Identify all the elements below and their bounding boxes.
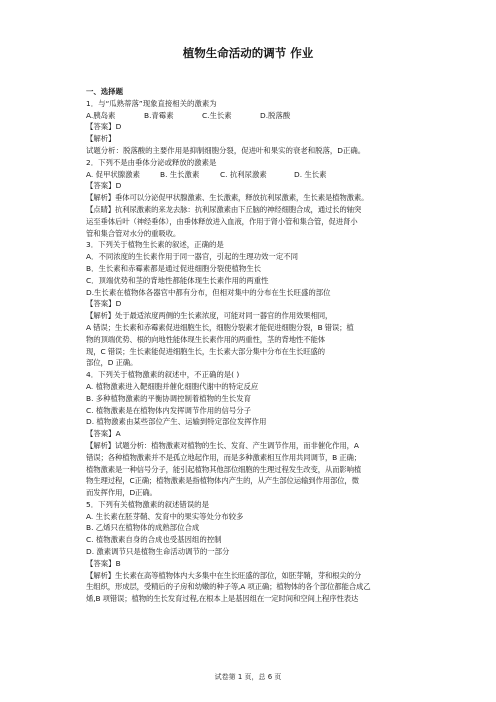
question-5-answer: 【答案】B — [86, 558, 121, 568]
question-2-option-c: C. 抗利尿激素 — [220, 169, 267, 179]
question-5-option-c: C. 植物激素自身的合成也受基因组的控制 — [86, 535, 222, 545]
question-2-answer: 【答案】D — [86, 181, 122, 191]
question-3-analysis-line: 部位，D 正确。 — [86, 358, 138, 368]
question-4-analysis-line: 物生理过程，C正确；植物激素是指植物体内产生的，从产生部位运输到作用部位，微 — [86, 476, 359, 486]
question-4-option-b: B. 多种植物激素的平衡协调控制着植物的生长发育 — [86, 393, 251, 403]
question-1-analysis: 试题分析：脱落酸的主要作用是抑制细胞分裂，促进叶和果实的衰老和脱落，D正确。 — [86, 145, 366, 155]
question-3-option-b: B．生长素和赤霉素都是通过促进细胞分裂使植物生长 — [86, 263, 262, 273]
question-5-option-a: A. 生长素在胚芽鞘、发育中的果实等处分布较多 — [86, 511, 244, 521]
question-4-analysis-line: 而发挥作用，D正确。 — [86, 488, 157, 498]
question-2-option-a: A. 促甲状腺激素 — [86, 169, 140, 179]
question-5-option-b: B. 乙烯只在植物体的成熟部位合成 — [86, 523, 200, 533]
question-2-option-b: B. 生长激素 — [160, 169, 200, 179]
document-body — [86, 86, 416, 605]
question-2-options — [86, 169, 416, 181]
question-1-option-a: A.胰岛素 — [86, 110, 116, 120]
question-4-answer: 【答案】A — [86, 429, 121, 439]
question-1-option-d: D.脱落酸 — [260, 110, 291, 120]
question-1-options — [86, 110, 416, 122]
question-4-option-a: A. 植物激素进入靶细胞并催化细胞代谢中的特定反应 — [86, 381, 259, 391]
question-3-analysis-line: 现，C 错误；生长素能促进细胞生长，生长素大部分集中分布在生长旺盛的 — [86, 346, 325, 356]
question-3-option-a: A．不同浓度的生长素作用于同一器官，引起的生理功效一定不同 — [86, 252, 298, 262]
question-3-analysis-line: A 错误；生长素和赤霉素促进细胞生长，细胞分裂素才能促进细胞分裂，B 错误；植 — [86, 322, 354, 332]
question-2-tip-line: 运至垂体后叶（神经垂体），由垂体释放进入血液，作用于肾小管和集合管，促进肾小 — [86, 216, 358, 226]
question-1-option-b: B.青霉素 — [144, 110, 174, 120]
question-5-stem: 5．下列有关植物激素的叙述错误的是 — [86, 499, 209, 509]
question-3-option-c: C．顶端优势和茎的背地性都能体现生长素作用的两重性 — [86, 275, 269, 285]
question-3-analysis-line: 物的顶端优势、根的向地性能体现生长素作用的两重性，茎的背地性不能体 — [86, 334, 325, 344]
question-4-analysis-line: 【解析】试题分析：植物激素对植物的生长、发育、产生调节作用，而非催化作用，A — [86, 440, 359, 450]
question-2-stem: 2．下列不是由垂体分泌或释放的激素是 — [86, 157, 217, 167]
question-4-stem: 4．下列关于植物激素的叙述中，不正确的是( ) — [86, 370, 240, 380]
question-5-analysis-line: 【解析】生长素在高等植物体内大多集中在生长旺盛的部位，如胚芽鞘，芽和根尖的分 — [86, 570, 362, 580]
page-title: 植物生命活动的调节 作业 — [182, 46, 314, 60]
page-footer: 试卷第 1 页，总 6 页 — [214, 673, 282, 681]
question-2-option-d: D. 生长素 — [294, 169, 327, 179]
question-4-analysis-line: 错误；各种植物激素并不是孤立地起作用，而是多种激素相互作用共同调节，B 正确； — [86, 452, 362, 462]
question-2-tip-line: 管和集合管对水分的重吸收。 — [86, 228, 181, 238]
question-3-answer: 【答案】D — [86, 299, 122, 309]
question-5-analysis-line: 生组织，形成层，受精后的子房和幼嫩的种子等,A 项正确；植物体的各个部位都能合成乙 — [86, 582, 371, 592]
question-4-option-c: C. 植物激素是在植物体内发挥调节作用的信号分子 — [86, 405, 252, 415]
question-4-option-d: D. 植物激素由某些部位产生、运输到特定部位发挥作用 — [86, 417, 267, 427]
section-heading: 一、选择题 — [86, 87, 123, 96]
question-1-option-c: C.生长素 — [202, 110, 232, 120]
question-3-option-d: D.生长素在植物体各器官中都有分布，但相对集中的分布在生长旺盛的部位 — [86, 287, 331, 297]
question-2-tip-line: 【点睛】抗利尿激素的来龙去脉：抗利尿激素由下丘脑的神经细胞合成，通过长的轴突 — [86, 204, 362, 214]
question-5-analysis-line: 烯,B 项错误；植物的生长发育过程,在根本上是基因组在一定时间和空间上程序性表达 — [86, 594, 359, 604]
question-1-answer: 【答案】D — [86, 122, 122, 132]
question-4-analysis-line: 植物激素是一种信号分子，能引起植物其他部位细胞的生理过程发生改变，从而影响植 — [86, 464, 362, 474]
question-1-stem: 1．与“瓜熟蒂落”现象直接相关的激素为 — [86, 98, 217, 108]
question-3-stem: 3．下列关于植物生长素的叙述，正确的是 — [86, 240, 224, 250]
question-3-analysis-line: 【解析】处于最适浓度两侧的生长素浓度，可能对同一器官的作用效果相同， — [86, 311, 333, 321]
question-5-option-d: D. 激素调节只是植物生命活动调节的一部分 — [86, 547, 230, 557]
question-1-analysis-label: 【解析】 — [86, 134, 116, 144]
question-2-analysis: 【解析】垂体可以分泌促甲状腺激素、生长激素，释放抗利尿激素，生长素是植物激素。 — [86, 193, 369, 203]
